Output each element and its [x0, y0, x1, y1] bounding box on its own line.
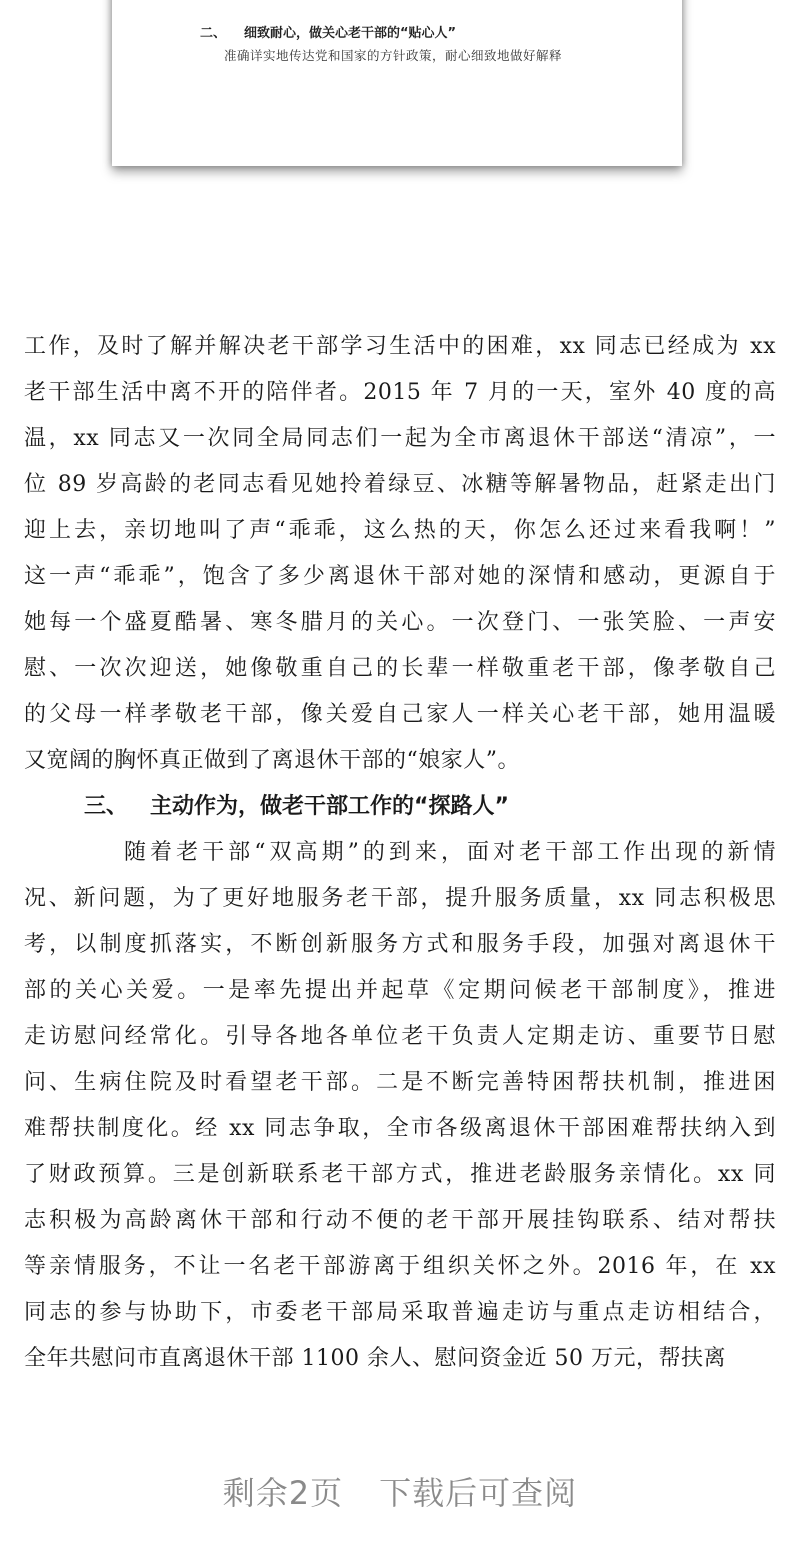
- card-section-heading: [200, 22, 456, 41]
- text-line: 温，xx 同志又一次同全局同志们一起为全市离退休干部送“清凉”，一: [24, 426, 776, 451]
- text-line: 了财政预算。三是创新联系老干部方式，推进老龄服务亲情化。xx 同: [24, 1162, 776, 1187]
- text-line: 况、新问题，为了更好地服务老干部，提升服务质量，xx 同志积极思: [24, 886, 776, 911]
- section-3-heading: [24, 784, 776, 830]
- text-line: 工作，及时了解并解决老干部学习生活中的困难，xx 同志已经成为 xx: [24, 334, 776, 359]
- card-heading-text: 细致耐心，做关心老干部的“贴心人”: [244, 26, 457, 41]
- text-line: 迎上去，亲切地叫了声“乖乖，这么热的天，你怎么还过来看我啊！”: [24, 518, 776, 543]
- card-heading-number: 二、: [200, 26, 227, 41]
- text-line: 难帮扶制度化。经 xx 同志争取，全市各级离退休干部困难帮扶纳入到: [24, 1116, 776, 1141]
- preview-page-card: [112, 0, 682, 166]
- text-line: 老干部生活中离不开的陪伴者。2015 年 7 月的一天，室外 40 度的高: [24, 380, 776, 405]
- text-line: 位 89 岁高龄的老同志看见她拎着绿豆、冰糖等解暑物品，赶紧走出门: [24, 472, 776, 497]
- text-line: 又宽阔的胸怀真正做到了离退休干部的“娘家人”。: [24, 748, 520, 773]
- section-3-number: 三、: [84, 794, 129, 819]
- text-line: 走访慰问经常化。引导各地各单位老干负责人定期走访、重要节日慰: [24, 1024, 776, 1049]
- text-line: 的父母一样孝敬老干部，像关爱自己家人一样关心老干部，她用温暖: [24, 702, 776, 727]
- paragraph-2: [24, 830, 776, 1382]
- text-line: 这一声“乖乖”，饱含了多少离退休干部对她的深情和感动，更源自于: [24, 564, 776, 589]
- text-line: 部的关心关爱。一是率先提出并起草《定期问候老干部制度》，推进: [24, 978, 776, 1003]
- download-prompt[interactable]: [0, 1468, 800, 1514]
- text-line: 慰、一次次迎送，她像敬重自己的长辈一样敬重老干部，像孝敬自己: [24, 656, 776, 681]
- remaining-pages-text: 剩余2页: [222, 1474, 344, 1512]
- card-paragraph-start: 准确详实地传达党和国家的方针政策，耐心细致地做好解释: [224, 48, 563, 63]
- text-line: 同志的参与协助下，市委老干部局采取普遍走访与重点走访相结合，: [24, 1300, 776, 1325]
- text-line: 考，以制度抓落实，不断创新服务方式和服务手段，加强对离退休干: [24, 932, 776, 957]
- document-body: [24, 324, 776, 1382]
- text-line: 随着老干部“双高期”的到来，面对老干部工作出现的新情: [124, 840, 776, 865]
- text-line: 全年共慰问市直离退休干部 1100 余人、慰问资金近 50 万元，帮扶离: [24, 1346, 726, 1371]
- download-hint-text: 下载后可查阅: [379, 1474, 578, 1512]
- text-line: 她每一个盛夏酷暑、寒冬腊月的关心。一次登门、一张笑脸、一声安: [24, 610, 776, 635]
- paragraph-1: [24, 324, 776, 784]
- section-3-title: 主动作为，做老干部工作的“探路人”: [150, 794, 509, 819]
- text-line: 等亲情服务，不让一名老干部游离于组织关怀之外。2016 年，在 xx: [24, 1254, 776, 1279]
- text-line: 问、生病住院及时看望老干部。二是不断完善特困帮扶机制，推进困: [24, 1070, 776, 1095]
- text-line: 志积极为高龄离休干部和行动不便的老干部开展挂钩联系、结对帮扶: [24, 1208, 776, 1233]
